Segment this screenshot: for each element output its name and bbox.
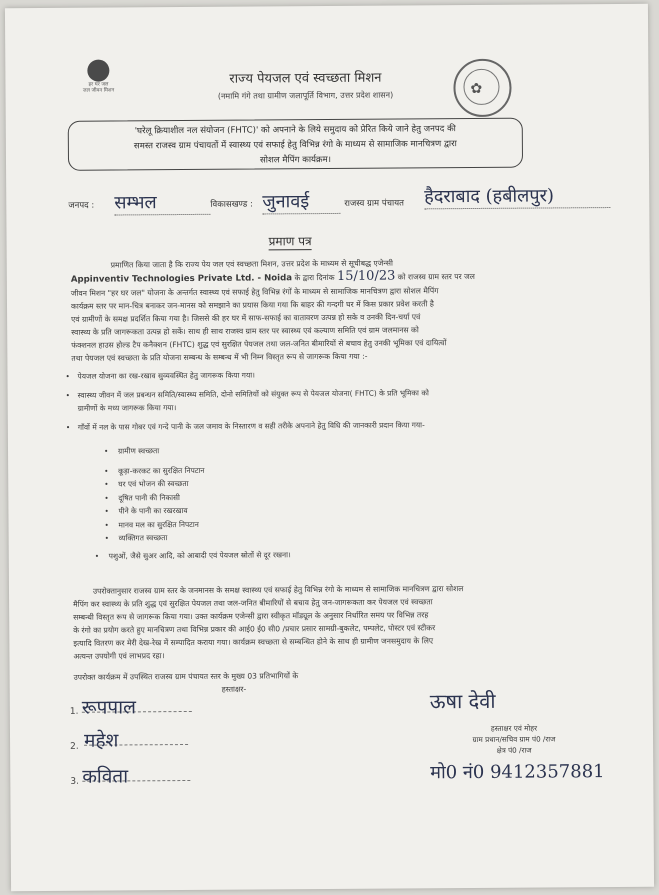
participant-number: 3. (70, 776, 79, 787)
topic-item: मानव मल का सुरक्षित निपटान (118, 519, 199, 529)
caption-line: उपरोक्त कार्यक्रम में उपस्थित राजस्व ग्राम पंचायत स्तर के मुख्य 03 प्रतिभागियों के (73, 671, 299, 682)
fish-emblem-icon: ✿ (470, 80, 483, 98)
closing-line: इत्यादि वितरण कर मेरी देख-रेख में सम्पादित कराया गया। कार्यक्रम स्वच्छता से सम्बन्धित होने के साथ ही ग्रामीण जनसमुदाय के लिए (73, 636, 434, 648)
closing-line: अत्यन्त उपयोगी एवं लाभप्रद रहा। (73, 651, 165, 661)
block-label: विकासखण्ड : (210, 199, 253, 210)
topic-item: व्यक्तिगत स्वच्छता (118, 533, 168, 543)
participant-signature: कविता (82, 762, 190, 782)
topic-item: कूड़ा-करकट का सुरक्षित निपटान (118, 465, 205, 475)
topic-item: दूषित पानी की निकासी (118, 492, 180, 502)
para-text: को राजस्व ग्राम स्तर पर जल (397, 271, 475, 282)
caption-line: हस्ताक्षर- (221, 684, 247, 694)
program-date: 15/10/23 (336, 268, 396, 284)
district-label: जनपद : (68, 200, 95, 211)
para-line: स्वास्थ्य के प्रति जागरूकता उत्पन्न हो सकें। साथ ही साथ राजस्व ग्राम स्तर पर स्वास्थ्य एवं कल्याण समिति एवं ग्राम जलमानस को (71, 325, 419, 337)
para-line: एवं ग्रामीणों के समक्ष प्रदर्शित किया गया है। जिससे की हर घर में साफ-सफाई का वातावरण उत्पन्न हो सके व उनकी दिन-चर्या एवं (71, 312, 421, 324)
panchayat-value: हैदराबाद (हबीलपुर) (424, 183, 610, 209)
bullet-item: स्वास्थ्य जीवन में जल प्रबन्धन समिति/स्वास्थ्य समिति, दोनो समितियों को संयुक्त रूप से पेयजल योजना( FHTC) के प्रति भूमिका को (77, 388, 429, 400)
participant-number: 2. (70, 741, 79, 752)
scheme-line-1: 'घरेलू क्रियाशील नल संयोजन (FHTC)' को अपनाने के लिये समुदाय को प्रेरित किये जाने हेतु जनपद की (134, 124, 456, 137)
closing-line: सम्बन्धी विस्तृत रूप से जागरूक किया गया। उक्त कार्यक्रम एजेन्सी द्वारा स्वीकृत मॉड्यूल के अनुसार निर्धारित समय पर विभिन्न तरह (73, 610, 429, 622)
closing-line: उपरोक्तानुसार राजस्व ग्राम स्तर के जनमानस के समक्ष स्वास्थ्य एवं सफाई हेतु विभिन्न रंगो के माध्यम से सामाजिक मानचित्रण द्वारा सोशल (92, 584, 464, 596)
stamp-label: ग्राम प्रधान/सचिव ग्राम पं0 /राज (472, 734, 556, 745)
participant-signature: रूपपाल (82, 693, 192, 713)
para-line: प्रमाणित किया जाता है कि राज्य पेय जल एवं स्वच्छता मिशन, उत्तर प्रदेश के माध्यम से सूचीबद्ध एजेन्सी (110, 258, 393, 270)
pradhan-mobile: मो0 नं0 9412357881 (430, 761, 605, 784)
closing-paragraph (73, 582, 544, 663)
topic-item: पशुओं, जैसे सुअर आदि, को आबादी एवं पेयजल स्रोतों से दूर रखना। (108, 550, 291, 561)
bullet-list: • पेयजल योजना का रख-रखाव सुव्यवस्थित हेतु जागरूक किया गया। • स्वास्थ्य जीवन में जल प्रबन्धन समिति/स्वास्थ्य समिति, दोनो समितियों को संयुक्त रूप से पेयजल योजना( FHTC) के प्रति भूमिका को ग्रामीणों के मध्य जागरूक किया गया। • गाँवों में नल के पास गोबर एवं गन्दे पानी के जल जमाव के निस्तारण व सही तरीके अपनाने हेतु विधि की जानकारी प्रदान किया गया- (65, 366, 545, 433)
topic-item: ग्रामीण स्वच्छता (117, 446, 160, 456)
certificate-paragraph (71, 256, 542, 365)
topic-last: • पशुओं, जैसे सुअर आदि, को आबादी एवं पेयजल स्रोतों से दूर रखना। (94, 550, 291, 561)
pradhan-labels (434, 722, 594, 756)
para-line: जीवन मिशन "हर घर जल" योजना के अन्तर्गत स्वास्थ्य एवं सफाई हेतु विभिन्न रंगों के माध्यम से सामाजिक मानचित्रण द्वारा सोशल मैपिंग (70, 286, 439, 298)
district-value: सम्भल (114, 190, 210, 216)
stamp-label: हस्ताक्षर एवं मोहर (490, 723, 538, 733)
scheme-line-2: समस्त राजस्व ग्राम पंचायतों में स्वास्थ्य एवं सफाई हेतु विभिन्न रंगो के माध्यम से सामाजिक मानचित्रण द्वारा (133, 139, 457, 152)
bullet-item: पेयजल योजना का रख-रखाव सुव्यवस्थित हेतु जागरूक किया गया। (77, 370, 255, 381)
page-title: राज्य पेयजल एवं स्वच्छता मिशन (229, 70, 382, 87)
pradhan-signature: ऊषा देवी (429, 688, 496, 714)
stamp-label: क्षेत्र पं0 /राज (496, 745, 532, 755)
logo-text-2: जल जीवन मिशन (82, 87, 115, 94)
bullet-item: गाँवों में नल के पास गोबर एवं गन्दे पानी के जल जमाव के निस्तारण व सही तरीके अपनाने हेतु विधि की जानकारी प्रदान किया गया- (77, 420, 425, 432)
para-line: कार्यक्रम स्तर पर मान-चित्र बनाकर जन-मानस को समझाने का प्रयास किया गया कि बाहर की गन्दगी घर में किस प्रकार प्रवेश करती है (70, 299, 434, 311)
certificate-title: प्रमाण पत्र (268, 234, 312, 249)
para-text: के द्वारा दिनांक (294, 272, 335, 283)
para-line: फंक्शनल हाउस होल्ड टैप कनैक्शन (FHTC) शुद्ध एवं सुरक्षित पेयजल तथा जल-जनित बीमारियों से बचाव हेतु उनकी भूमिका एवं दायित्वों (71, 338, 447, 350)
document-page (5, 4, 654, 891)
closing-line: मैपिंग कर स्वास्थ्य के प्रति शुद्ध एवं सुरक्षित पेयजल तथा जल-जनित बीमारियों से बचाव हेतु जन-जागरूकता कर पेयजल एवं स्वच्छता (73, 597, 433, 609)
agency-name: Appinventiv Technologies Private Ltd. - Noida (70, 273, 293, 285)
participant-number: 1. (69, 706, 79, 717)
jal-jeevan-mission-logo (75, 59, 121, 93)
water-drop-icon (87, 60, 109, 82)
block-value: जुनावई (262, 189, 340, 215)
para-line: तथा पेयजल एवं स्वच्छता के प्रति योजना सम्बन्ध के सम्बन्ध में भी निम्न विस्तृत रूप से जागरूक किया गया :- (71, 351, 368, 363)
topic-item: पीने के पानी का रखरखाव (118, 505, 188, 516)
participant-signature: महेश (84, 726, 188, 746)
closing-line: के रंगो का प्रयोग करते हुए मानचित्रण तथा विभिन्न प्रकार की आई0 ई0 सी0 /प्रचार प्रसार सामग्री-बुकलेट, पम्पलेट, पोस्टर एवं स्टीकर (73, 623, 436, 635)
panchayat-label: राजस्व ग्राम पंचायत (344, 198, 405, 209)
topics-list: • ग्रामीण स्वच्छता • कूड़ा-करकट का सुरक्षित निपटान • घर एवं भोजन की स्वच्छता • दूषित पानी की निकासी • पीने के पानी का रखरखाव • मानव मल का सुरक्षित निपटान • व्यक्तिगत स्वच्छता (103, 446, 205, 543)
logo-text-1: हर घर जल (88, 81, 109, 88)
scheme-box (68, 118, 523, 171)
scheme-line-3: सोशल मैपिंग कार्यक्रम। (259, 154, 332, 166)
bullet-item-cont: ग्रामीणों के मध्य जागरूक किया गया। (77, 403, 177, 413)
up-state-emblem (453, 59, 511, 117)
page-subtitle: (नमामि गंगे तथा ग्रामीण जलापूर्ति विभाग, उत्तर प्रदेश शासन) (217, 90, 394, 101)
topic-item: घर एवं भोजन की स्वच्छता (118, 478, 189, 489)
